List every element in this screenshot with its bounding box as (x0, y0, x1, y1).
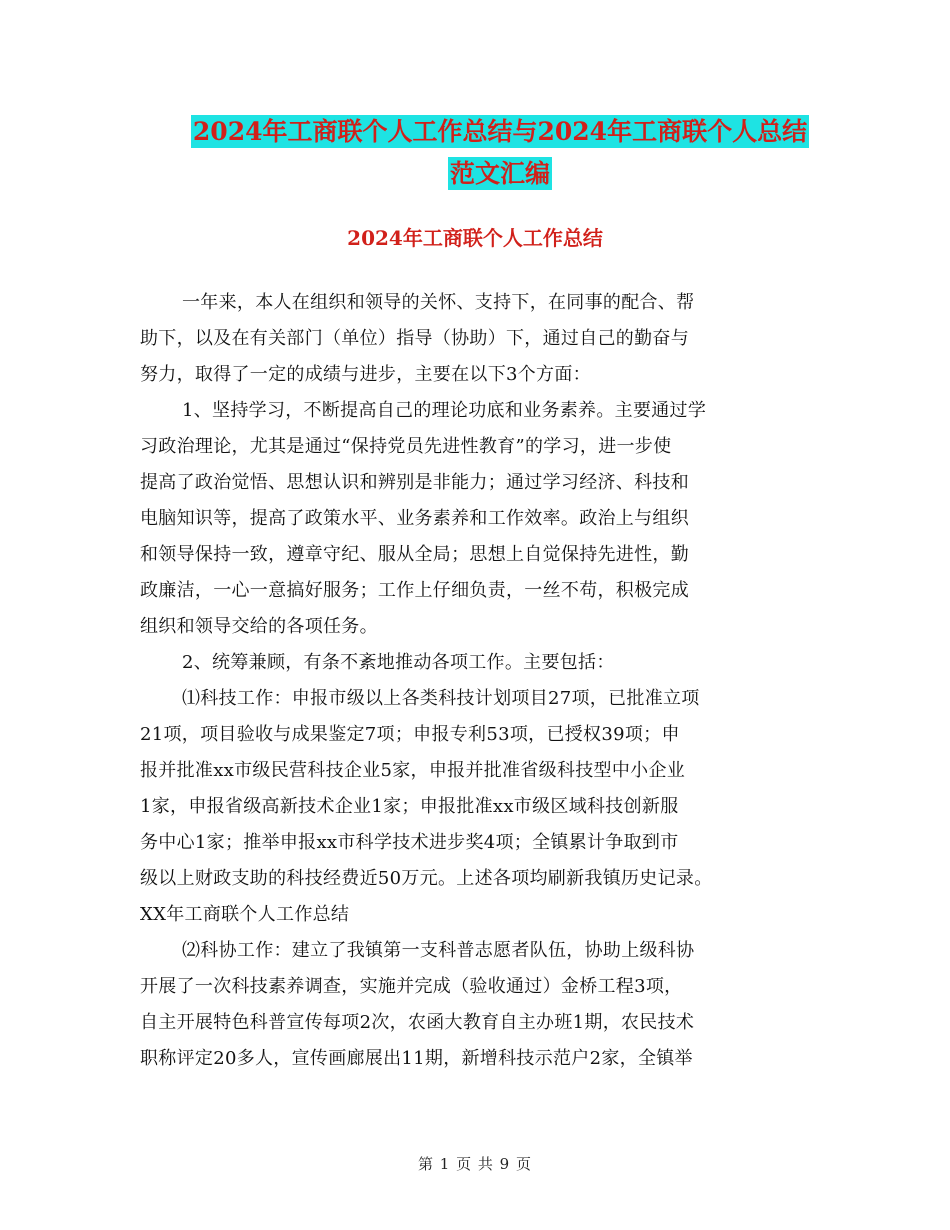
text-line: 一年来，本人在组织和领导的关怀、支持下，在同事的配合、帮 (182, 292, 695, 313)
document-title-line-2: 范文汇编 (449, 159, 550, 188)
text-line: 1、坚持学习，不断提高自己的理论功底和业务素养。主要通过学 (182, 400, 707, 421)
text-line: 1家，申报省级高新技术企业1家；申报批准xx市级区域科技创新服 (140, 796, 679, 817)
text-line: ⑵科协工作：建立了我镇第一支科普志愿者队伍，协助上级科协 (182, 940, 695, 961)
text-line: 习政治理论，尤其是通过“保持党员先进性教育”的学习，进一步使 (140, 436, 672, 457)
text-line: 开展了一次科技素养调查，实施并完成（验收通过）金桥工程3项， (140, 976, 683, 997)
body-text (140, 285, 820, 1077)
text-line: 报并批准xx市级民营科技企业5家，申报并批准省级科技型中小企业 (140, 760, 686, 781)
text-line: 努力，取得了一定的成绩与进步，主要在以下3个方面： (140, 364, 591, 385)
text-line: 电脑知识等，提高了政策水平、业务素养和工作效率。政治上与组织 (140, 508, 689, 529)
text-line: 级以上财政支助的科技经费近50万元。上述各项均刷新我镇历史记录。 (140, 868, 713, 889)
document-title-line-1: 2024年工商联个人工作总结与2024年工商联个人总结 (192, 117, 808, 146)
text-line: 和领导保持一致，遵章守纪、服从全局；思想上自觉保持先进性，勤 (140, 544, 689, 565)
text-line: 21项，项目验收与成果鉴定7项；申报专利53项，已授权39项；申 (140, 724, 680, 745)
text-line: 提高了政治觉悟、思想认识和辨别是非能力；通过学习经济、科技和 (140, 472, 689, 493)
text-line: 自主开展特色科普宣传每项2次，农函大教育自主办班1期，农民技术 (140, 1012, 695, 1033)
text-line: XX年工商联个人工作总结 (140, 904, 350, 925)
text-line: 助下，以及在有关部门（单位）指导（协助）下，通过自己的勤奋与 (140, 328, 689, 349)
text-line: 政廉洁，一心一意搞好服务；工作上仔细负责，一丝不苟，积极完成 (140, 580, 689, 601)
page-footer: 第 1 页 共 9 页 (418, 1155, 532, 1173)
section-title: 2024年工商联个人工作总结 (347, 226, 603, 250)
text-line: 务中心1家；推举申报xx市科学技术进步奖4项；全镇累计争取到市 (140, 832, 679, 853)
text-line: ⑴科技工作：申报市级以上各类科技计划项目27项，已批准立项 (182, 688, 700, 709)
text-line: 职称评定20多人，宣传画廊展出11期，新增科技示范户2家，全镇举 (140, 1048, 693, 1069)
text-line: 2、统筹兼顾，有条不紊地推动各项工作。主要包括： (182, 652, 615, 673)
text-line: 组织和领导交给的各项任务。 (140, 616, 378, 637)
